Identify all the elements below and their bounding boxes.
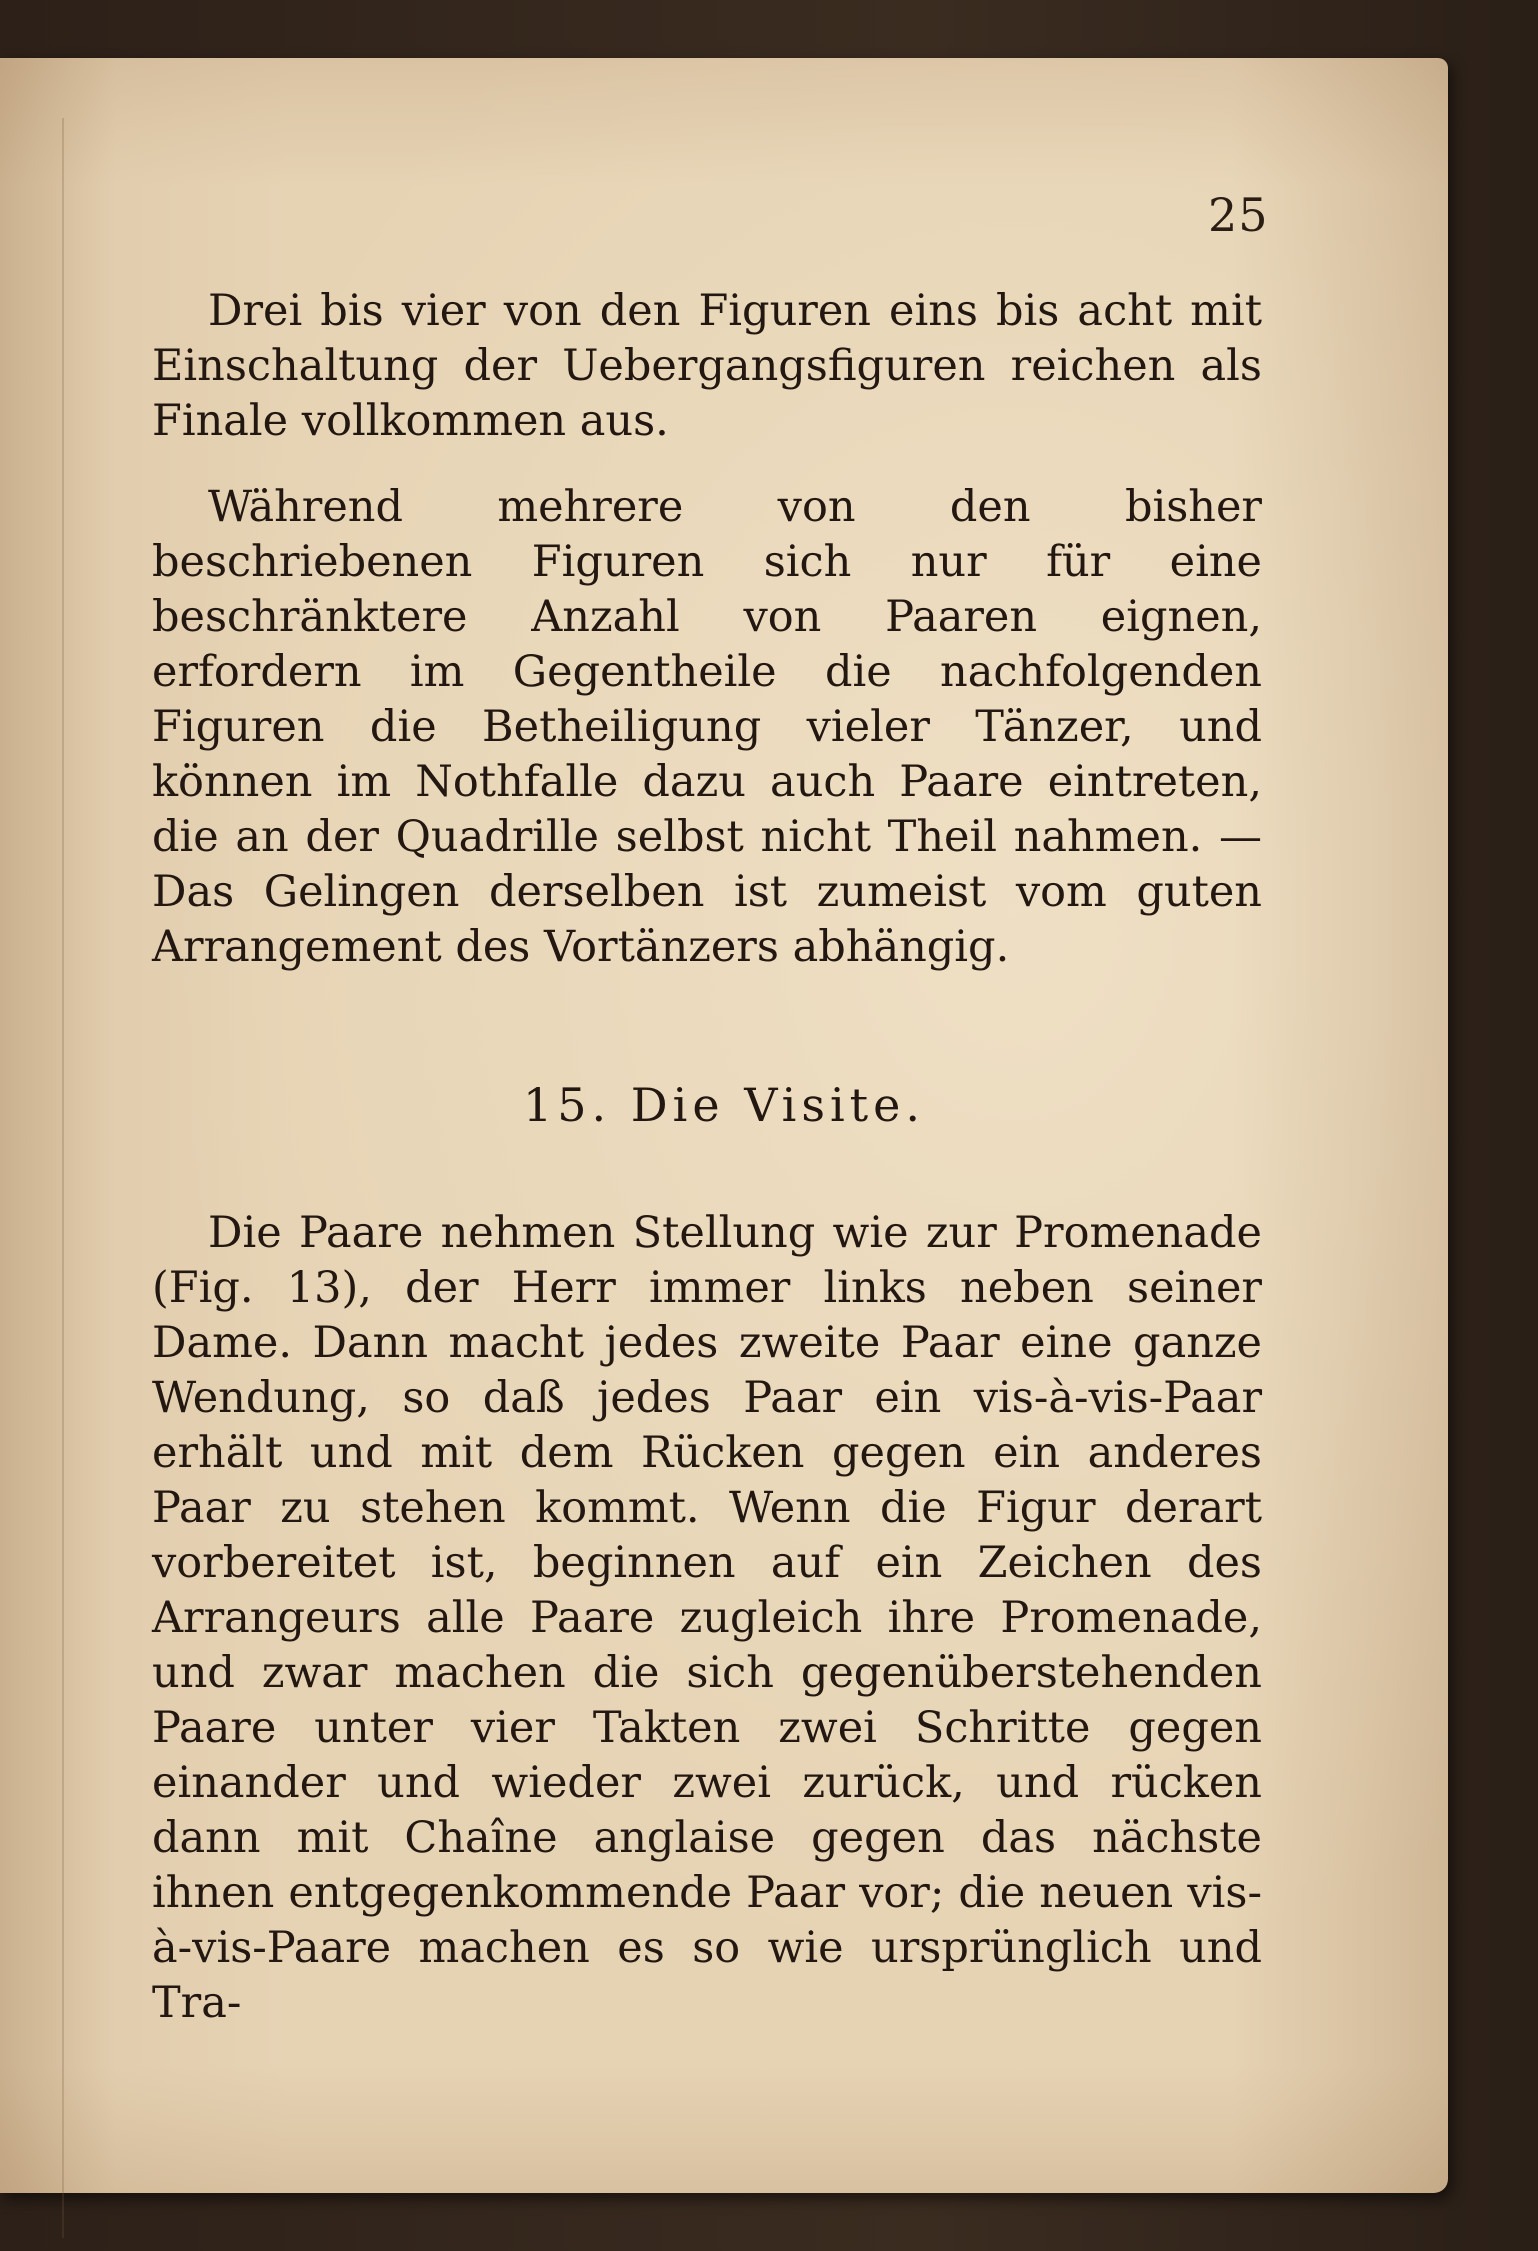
page-number: 25 [1208, 188, 1269, 242]
paragraph-figures-intro [152, 480, 1262, 975]
paragraph-finale [152, 284, 1262, 449]
paragraph-text: Während mehrere von den bisher beschriebenen Figuren sich nur für eine beschränktere Anzahl von Paaren eignen, erfordern im Gegentheile die nachfolgenden Figuren die Betheiligung vieler Tänzer, und können im Nothfalle dazu auch Paare eintreten, die an der Quadrille selbst nicht Theil nahmen. — Das Gelingen derselben ist zumeist vom guten Arrangement des Vortänzers abhängig. [152, 482, 1262, 972]
section-heading: 15. Die Visite. [523, 1078, 925, 1132]
paragraph-visite [152, 1206, 1262, 2031]
paragraph-text: Die Paare nehmen Stellung wie zur Promenade (Fig. 13), der Herr immer links neben seiner Dame. Dann macht jedes zweite Paar eine ganze Wendung, so daß jedes Paar ein vis-à-vis-Paar erhält und mit dem Rücken gegen ein anderes Paar zu stehen kommt. Wenn die Figur derart vorbereitet ist, beginnen auf ein Zeichen des Arrangeurs alle Paare zugleich ihre Promenade, und zwar machen die sich gegenüberstehenden Paare unter vier Takten zwei Schritte gegen einander und wieder zwei zurück, und rücken dann mit Chaîne anglaise gegen das nächste ihnen entgegenkommende Paar vor; die neuen vis-à-vis-Paare machen es so wie ursprünglich und Tra- [152, 1208, 1262, 2028]
page-gutter [62, 118, 64, 2238]
paragraph-text: Drei bis vier von den Figuren eins bis acht mit Einschaltung der Uebergangsfiguren reichen als Finale vollkommen aus. [152, 286, 1262, 446]
